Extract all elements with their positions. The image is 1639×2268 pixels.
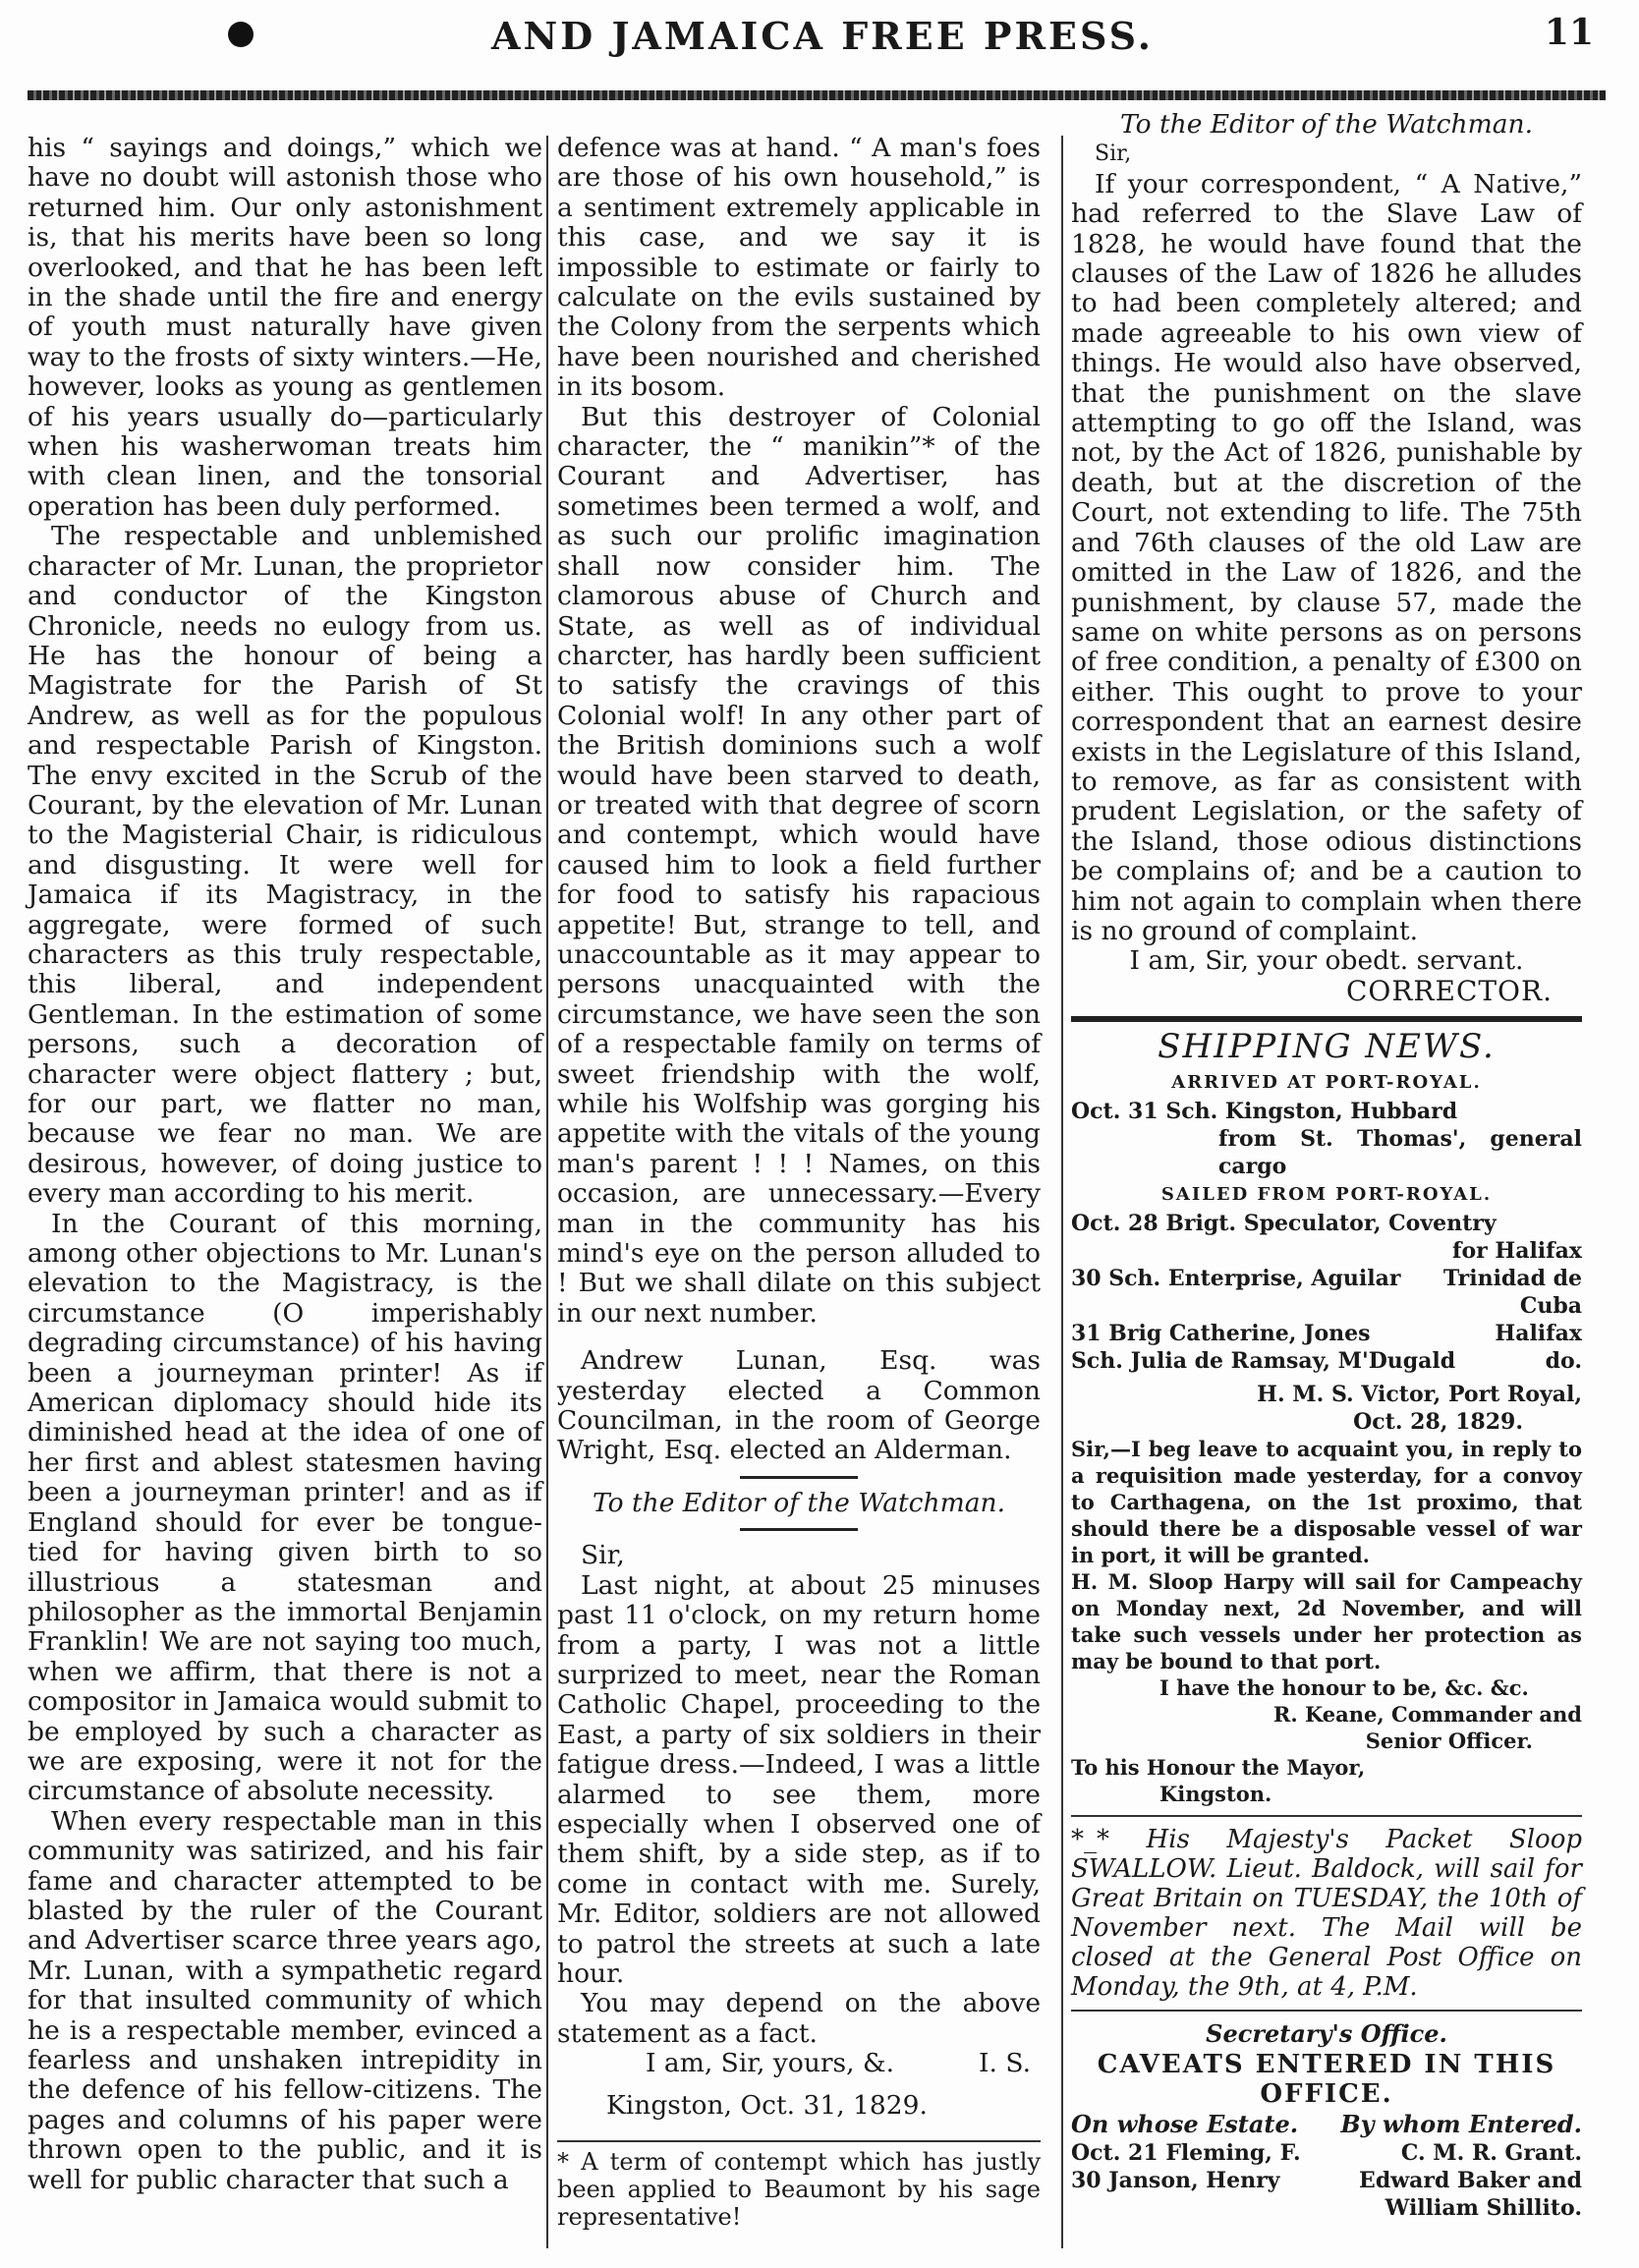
sailing-entry — [1071, 1210, 1582, 1237]
sailing-entry — [1071, 1320, 1582, 1347]
section-rule — [740, 1476, 858, 1479]
column-divider — [546, 136, 548, 2248]
section-rule — [1071, 1815, 1582, 1817]
caveats-title: CAVEATS ENTERED IN THIS OFFICE. — [1097, 2049, 1556, 2110]
running-title: AND JAMAICA FREE PRESS. — [491, 14, 1154, 58]
paragraph: Andrew Lunan, Esq. was yesterday elected a Common Councilman, in the room of George Wright, Esq. elected an Alderman. — [557, 1345, 1041, 1466]
naval-signer: R. Keane, Commander and — [1272, 1702, 1582, 1728]
caveat-estate: 30 Janson, Henry — [1071, 2168, 1280, 2194]
naval-dateline: H. M. S. Victor, Port Royal, — [1257, 1382, 1582, 1408]
vessel: 31 Brig Catherine, Jones — [1071, 1321, 1371, 1347]
vessel: Oct. 28 Brigt. Speculator, Coventry — [1071, 1211, 1497, 1237]
office-title: Secretary's Office. — [1206, 2019, 1447, 2049]
sailing-entry — [1071, 1265, 1582, 1292]
arrival-entry-detail: from St. Thomas', general cargo — [1218, 1126, 1582, 1179]
column-divider — [1061, 136, 1063, 2248]
caveat-estate: Oct. 21 Fleming, F. — [1071, 2140, 1301, 2167]
letter-heading: To the Editor of the Watchman. — [592, 1487, 1005, 1518]
destination: for Halifax — [1452, 1238, 1582, 1265]
addressee-place: Kingston. — [1159, 1782, 1272, 1807]
paragraph: When every respectable man in this community was satirized, and his fair fame and character attempted to be blasted by the ruler of the Courant and Advertiser scarce three years ago, Mr. Lunan, with a sympathetic regard for that insulted community of which he is a respectable member, evinced a fearless and unshaken intrepidity in the defence of his fellow-citizens. The pages and columns of his paper were thrown open to the public, and it is well for public character that such a — [28, 1805, 542, 2195]
packet-notice: *_* His Majesty's Packet Sloop SWALLOW. Lieut. Baldock, will sail for Great Britain on TUESDAY, the 10th of November next. The Mail will be closed at the General Post Office on Monday, the 9th, at 4, P.M. — [1071, 1825, 1582, 2003]
destination: Halifax — [1495, 1321, 1582, 1347]
vessel: 30 Sch. Enterprise, Aguilar — [1071, 1266, 1401, 1292]
caveat-entered-by: Edward Baker and — [1359, 2168, 1582, 2194]
section-rule — [1071, 2010, 1582, 2012]
closing: I am, Sir, your obedt. servant. — [1129, 945, 1524, 977]
arrival-entry: Oct. 31 Sch. Kingston, Hubbard — [1071, 1099, 1458, 1124]
paragraph: If your correspondent, “ A Native,” had referred to the Slave Law of 1828, he would have found that the clauses of the Law of 1826 he alludes to had been completely altered; and made agreeable to his own view of things. He would also have observed, that the punishment on the slave attempting to go off the Island, was not, by the Act of 1826, punishable by death, but at the discretion of the Court, not extending to life. The 75th and 76th clauses of the old Law are omitted in the Law of 1826, and the punishment, by clause 57, made the same on white persons as on persons of free condition, a penalty of £300 on either. This ought to prove to your correspondent that an earnest desire exists in the Legislature of this Island, to remove, as far as consistent with prudent Legislation, or the safety of the Island, those odious distinctions be complains of; and be a caution to him not again to complain when there is no ground of complaint. — [1071, 168, 1582, 946]
section-rule — [740, 1528, 858, 1531]
letter-signoff — [557, 2049, 1041, 2078]
initials: I. S. — [979, 2048, 1031, 2079]
caveats-header — [1071, 2110, 1582, 2139]
sailing-entry — [1071, 1237, 1582, 1265]
shipping-news-title: SHIPPING NEWS. — [1158, 1027, 1496, 1067]
destination: Cuba — [1519, 1293, 1582, 1320]
footnote-rule — [557, 2140, 1041, 2142]
paragraph: But this destroyer of Colonial character, the “ manikin”* of the Courant and Advertiser, has sometimes been termed a wolf, and as such our prolific imagination shall now consider him. The clamorous abuse of Church and State, as well as of individual charcter, has hardly been sufficient to satisfy the cravings of this Colonial wolf! In any other part of the British dominions such a wolf would have been starved to death, or treated with that degree of scorn and contempt, which would have caused him to look a field further for food to satisfy his rapacious appetite! But, strange to tell, and unaccountable as it may appear to persons unacquainted with the circumstance, we have seen the son of a respectable family on terms of sweet friendship with the wolf, while his Wolfship was gorging his appetite with the vitals of the young man's parent ! ! ! Names, on this occasion, are unnecessary.—Every man in the community has his mind's eye on the person alluded to ! But we shall dilate on this subject in our next number. — [557, 401, 1041, 1329]
paragraph: Last night, at about 25 minuses past 11 o'clock, on my return home from a party, I was not a little surprized to meet, near the Roman Catholic Chapel, proceeding to the East, a party of six soldiers in their fatigue dress.—Indeed, I was a little alarmed to see them, more especially when I observed one of them shift, by a side step, as if to come in contact with me. Surely, Mr. Editor, soldiers are not allowed to patrol the streets at such a late hour. — [557, 1569, 1041, 1989]
salutation: Sir, — [1095, 142, 1132, 167]
masthead — [22, 8, 1623, 67]
naval-letter-closing: I have the honour to be, &c. &c. — [1159, 1675, 1529, 1701]
naval-date: Oct. 28, 1829. — [1353, 1409, 1523, 1436]
caveat-row — [1071, 2167, 1582, 2194]
caveat-entered-by: William Shillito. — [1385, 2195, 1582, 2222]
caveats-col-entered-by: By whom Entered. — [1340, 2109, 1582, 2138]
letter-heading: To the Editor of the Watchman. — [1119, 109, 1533, 140]
naval-signer-title: Senior Officer. — [1365, 1729, 1533, 1754]
naval-letter: H. M. Sloop Harpy will sail for Campeachy on Monday next, 2d November, and will take such vessels under her protection as may be bound to that port. — [1071, 1569, 1582, 1674]
destination: do. — [1545, 1348, 1582, 1375]
top-decorative-rule — [28, 90, 1606, 100]
paragraph: In the Courant of this morning, among other objections to Mr. Lunan's elevation to the Magistracy, is the circumstance (O imperishably degrading circumstance) of his having been a journeyman printer! As if American diplomacy should hide its diminished head at the idea of one of her first and ablest statesmen having been a journeyman printer! and as if England should for ever be tongue-tied for having given birth to so illustrious a statesman and philosopher as the immortal Benjamin Franklin! We are not saying too much, when we affirm, that there is not a compositor in Jamaica would submit to be employed by such a character as we are exposing, were it not for the circumstance of absolute necessity. — [28, 1208, 542, 1807]
column-2 — [557, 134, 1041, 2231]
naval-letter: Sir,—I beg leave to acquaint you, in reply to a requisition made yesterday, for a convoy to Carthagena, on the 1st proximo, that should there be a disposable vessel of war in port, it will be granted. — [1071, 1437, 1582, 1568]
vessel: Sch. Julia de Ramsay, M'Dugald — [1071, 1348, 1456, 1375]
sailing-entry — [1071, 1347, 1582, 1375]
section-rule — [1071, 1016, 1582, 1022]
footnote: * A term of contempt which has justly been applied to Beaumont by his sage representative! — [557, 2148, 1041, 2231]
caveats-col-estate: On whose Estate. — [1071, 2109, 1299, 2138]
column-3 — [1071, 110, 1582, 2222]
caveat-row — [1071, 2194, 1582, 2222]
column-1 — [28, 134, 542, 2195]
addressee: To his Honour the Mayor, — [1071, 1755, 1366, 1781]
paragraph: defence was at hand. “ A man's foes are those of his own household,” is a sentiment extremely applicable in this case, and we say it is impossible to estimate or fairly to calculate on the evils sustained by the Colony from the serpents which have been nourished and cherished in its bosom. — [557, 133, 1041, 403]
paragraph: his “ sayings and doings,” which we have no doubt will astonish those who returned him. Our only astonishment is, that his merits have been so long overlooked, and that he has been left in the shade until the fire and energy of youth must naturally have given way to the frosts of sixty winters.—He, however, looks as young as gentlemen of his years usually do—particularly when his washerwoman treats him with clean linen, and the tonsorial operation has been duly performed. — [28, 133, 542, 522]
closing: I am, Sir, yours, &. — [646, 2048, 895, 2079]
caveat-entered-by: C. M. R. Grant. — [1400, 2140, 1582, 2167]
paragraph: You may depend on the above statement as a fact. — [557, 1988, 1041, 2049]
signature: CORRECTOR. — [1345, 974, 1553, 1007]
sailing-entry — [1071, 1292, 1582, 1320]
dateline: Kingston, Oct. 31, 1829. — [606, 2089, 928, 2121]
page-number: 11 — [1544, 12, 1594, 53]
destination: Trinidad de — [1442, 1266, 1582, 1292]
paragraph: The respectable and unblemished character of Mr. Lunan, the proprietor and conductor of the Kingston Chronicle, needs no eulogy from us. He has the honour of being a Magistrate for the Parish of St Andrew, as well as for the populous and respectable Parish of Kingston. The envy excited in the Scrub of the Courant, by the elevation of Mr. Lunan to the Magisterial Chair, is ridiculous and disgusting. It were well for Jamaica if its Magistracy, in the aggregate, were formed of such characters as this truly respectable, this liberal, and independent Gentleman. In the estimation of some persons, such a decoration of character were object flattery ; but, for our part, we flatter no man, because we fear no man. We are desirous, however, of doing justice to every man according to his merit. — [28, 521, 542, 1210]
caveat-row — [1071, 2139, 1582, 2167]
arrived-heading: ARRIVED AT PORT-ROYAL. — [1171, 1071, 1482, 1093]
salutation: Sir, — [581, 1540, 625, 1571]
sailed-heading: SAILED FROM PORT-ROYAL. — [1160, 1184, 1493, 1205]
